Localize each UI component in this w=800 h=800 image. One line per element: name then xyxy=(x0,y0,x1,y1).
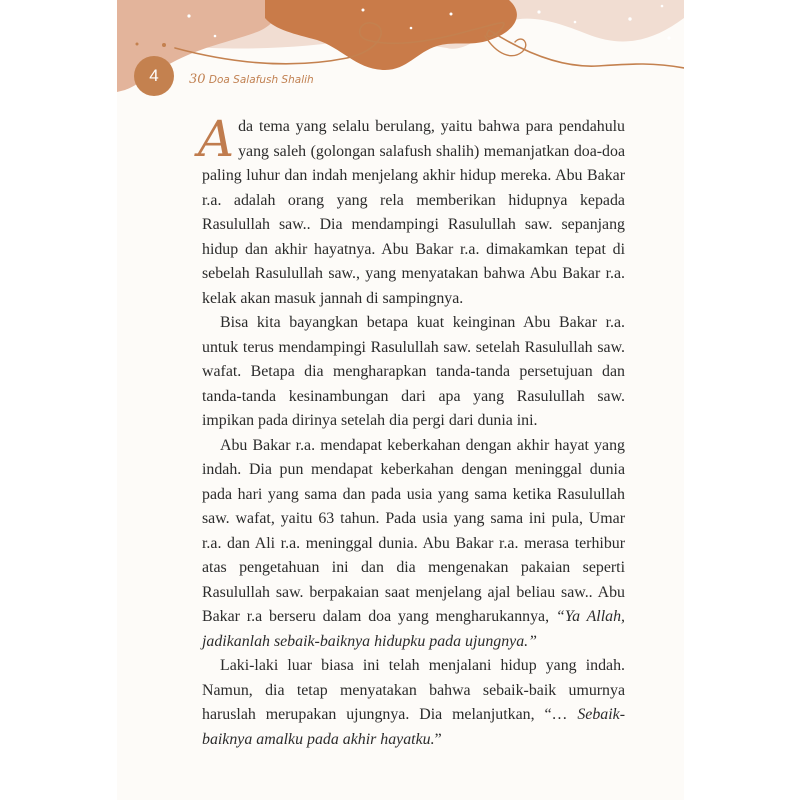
paragraph-1-text: da tema yang selalu berulang, yaitu bahwa para pendahulu yang saleh (golongan salafush shalih) memanjatkan doa-doa paling luhur dan indah menjelang akhir hidup mereka. Abu Bakar r.a. adalah orang yang rela memberikan hidupnya kepada Rasulullah saw.. Dia mendampingi Rasulullah saw. sepanjang hidup dan akhir hayatnya. Abu Bakar r.a. dimakamkan tepat di sebelah Rasulullah saw., yang menyatakan bahwa Abu Bakar r.a. kelak akan masuk jannah di sampingnya. xyxy=(202,118,625,307)
paragraph-3 xyxy=(202,434,625,655)
closing-quote: Sebaik-baiknya amalku pada akhir hayatku. xyxy=(202,706,625,748)
sparkle-dot xyxy=(362,9,365,12)
prayer-quote: “Ya Allah, jadikanlah sebaik-baiknya hidupku pada ujungnya.” xyxy=(202,608,625,650)
paragraph-3-text: Abu Bakar r.a. mendapat keberkahan dengan akhir hayat yang indah. Dia pun mendapat keberkahan dengan meninggal dunia pada hari yang sama dan pada usia yang sama ketika Rasulullah saw. wafat, yaitu 63 tahun. Pada usia yang sama ini pula, Umar r.a. dan Ali r.a. meninggal dunia. Abu Bakar r.a. merasa terhibur atas pengetahuan ini dan dia mengenakan pakaian seperti Rasulullah saw. berpakaian saat menjelang ajal beliau saw.. Abu Bakar r.a berseru dalam doa yang mengharukannya, xyxy=(202,436,625,625)
running-head xyxy=(189,72,314,87)
sparkle-dot xyxy=(628,17,631,20)
closing-quote-mark: ” xyxy=(434,730,442,748)
running-head-number: 30 xyxy=(189,72,206,87)
sparkle-dot xyxy=(667,36,670,39)
sparkle-dot xyxy=(187,14,190,17)
paragraph-1 xyxy=(198,110,625,311)
sparkle-dot xyxy=(574,21,577,24)
header-dot xyxy=(162,43,166,47)
drop-cap: A xyxy=(198,110,235,168)
book-page xyxy=(117,0,684,800)
sparkle-dot xyxy=(537,10,540,13)
running-head-title: Doa Salafush Shalih xyxy=(208,74,314,86)
paragraph-2 xyxy=(202,311,625,434)
sparkle-dot xyxy=(410,27,413,30)
paragraph-4 xyxy=(202,654,625,752)
sparkle-dot xyxy=(214,35,217,38)
paragraph-4-text: Laki-laki luar biasa ini telah menjalani hidup yang indah. Namun, dia tetap menyatakan bahwa sebaik-baik umurnya haruslah merupakan ujungnya. Dia melanjutkan, “… xyxy=(202,657,625,723)
page-number: 4 xyxy=(149,66,159,85)
body-text xyxy=(198,110,625,752)
header-dot xyxy=(136,43,139,46)
sparkle-dot xyxy=(450,13,453,16)
dark-copper-blob xyxy=(265,0,517,70)
paragraph-2-text: Bisa kita bayangkan betapa kuat keinginan Abu Bakar r.a. untuk terus mendampingi Rasulullah saw. setelah Rasulullah saw. wafat. Betapa dia mengharapkan tanda-tanda persetujuan dan tanda-tanda kesinambungan dari apa yang Rasulullah saw. impikan pada dirinya setelah dia pergi dari dunia ini. xyxy=(202,314,625,429)
decorative-header-art xyxy=(117,0,684,110)
sparkle-dot xyxy=(661,5,664,8)
